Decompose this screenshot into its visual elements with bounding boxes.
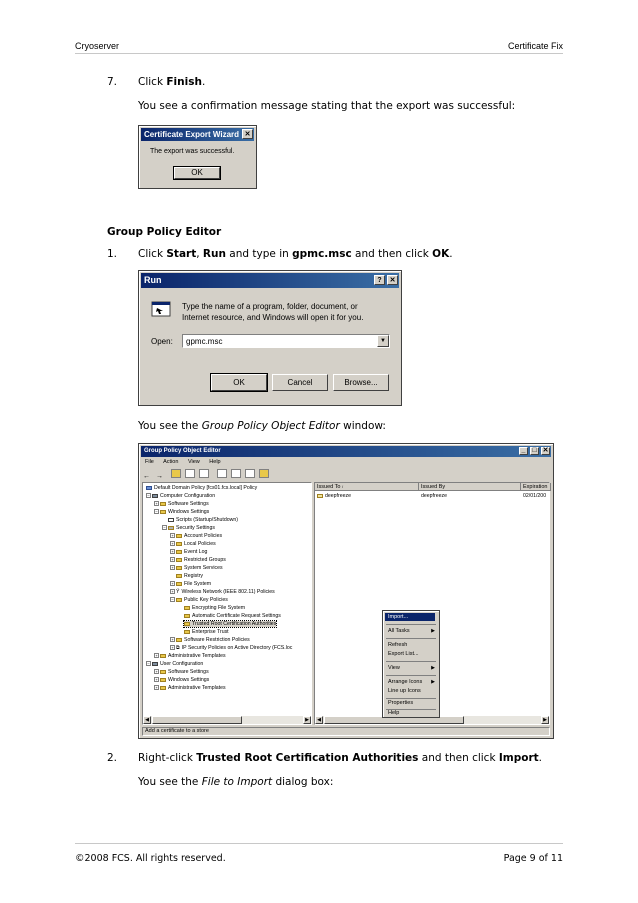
status-bar: Add a certificate to a store	[142, 727, 550, 736]
gpo-editor-window	[138, 443, 554, 739]
menu-view[interactable]: View	[187, 459, 200, 465]
run-dialog-title: Run	[144, 275, 162, 285]
help-icon[interactable]	[245, 469, 255, 478]
menu-item-export-list[interactable]: Export List...	[388, 651, 419, 657]
step-1-number: 1.	[107, 248, 118, 260]
gpo-menubar	[145, 459, 221, 465]
header-left: Cryoserver	[75, 41, 120, 51]
tree-item-software-restriction-policies[interactable]: + Software Restriction Policies	[171, 637, 250, 643]
close-icon[interactable]: ✕	[542, 447, 549, 454]
tree-item-trusted-root-ca[interactable]: Trusted Root Certification Authorities	[184, 621, 276, 627]
tree-item-scripts[interactable]: Scripts (Startup/Shutdown)	[168, 517, 238, 523]
scroll-right-icon[interactable]: ▶	[541, 716, 549, 724]
export-success-dialog	[138, 125, 257, 189]
refresh-icon[interactable]	[231, 469, 241, 478]
header-rule	[75, 53, 563, 54]
tree-item-ip-security-policies[interactable]: + ⧉ IP Security Policies on Active Directory (FCS.loc	[171, 645, 293, 651]
step-2-number: 2.	[107, 752, 118, 764]
menu-help[interactable]: Help	[209, 459, 221, 465]
tree-item-windows-settings[interactable]: − Windows Settings	[155, 509, 210, 515]
context-menu	[382, 610, 440, 718]
menu-item-all-tasks[interactable]: All Tasks	[388, 628, 410, 634]
tree-horizontal-scrollbar[interactable]	[143, 716, 311, 724]
minimize-icon[interactable]: _	[519, 447, 528, 455]
tree-item-user-software-settings[interactable]: + Software Settings	[155, 669, 209, 675]
tree-item-computer-configuration[interactable]: − Computer Configuration	[147, 493, 216, 499]
menu-item-help[interactable]: Help	[388, 710, 400, 716]
ok-button[interactable]: OK	[174, 167, 220, 179]
tree-item-user-configuration[interactable]: − User Configuration	[147, 661, 204, 667]
tree-item-user-windows-settings[interactable]: + Windows Settings	[155, 677, 210, 683]
export-dialog-message: The export was successful.	[150, 148, 235, 155]
tree-item-enterprise-trust[interactable]: Enterprise Trust	[184, 629, 229, 635]
open-input[interactable]: gpmc.msc	[186, 337, 223, 346]
tree-item-administrative-templates[interactable]: + Administrative Templates	[155, 653, 226, 659]
step-1-text: Click Start, Run and type in gpmc.msc and then click OK.	[138, 248, 453, 260]
scroll-thumb[interactable]	[152, 716, 242, 724]
forward-arrow-icon[interactable]: →	[155, 473, 163, 480]
submenu-arrow-icon: ▶	[431, 679, 435, 685]
cancel-button[interactable]: Cancel	[272, 374, 328, 391]
open-combobox[interactable]	[182, 334, 390, 348]
ok-button[interactable]: OK	[211, 374, 267, 391]
chevron-down-icon[interactable]: ▼	[377, 335, 389, 347]
tree-item-local-policies[interactable]: + Local Policies	[171, 541, 216, 547]
column-issued-to[interactable]: Issued To /	[315, 483, 419, 491]
footer-page-number: Page 9 of 11	[503, 853, 563, 864]
show-tree-icon[interactable]	[185, 469, 195, 478]
tree-item-restricted-groups[interactable]: + Restricted Groups	[171, 557, 226, 563]
menu-action[interactable]: Action	[163, 459, 179, 465]
tree-item-file-system[interactable]: + File System	[171, 581, 212, 587]
tree-item-user-administrative-templates[interactable]: + Administrative Templates	[155, 685, 226, 691]
file-import-intro: You see the File to Import dialog box:	[138, 776, 334, 788]
footer-rule	[75, 843, 563, 844]
gpo-toolbar	[143, 469, 283, 480]
export-dialog-title: Certificate Export Wizard	[144, 130, 240, 139]
certificate-expiration: 02/01/200	[523, 493, 547, 499]
step-2-text: Right-click Trusted Root Certification Authorities and then click Import.	[138, 752, 542, 764]
scroll-right-icon[interactable]: ▶	[303, 716, 311, 724]
tree-item-software-settings[interactable]: + Software Settings	[155, 501, 209, 507]
tree-pane	[142, 482, 312, 725]
footer-copyright: ©2008 FCS. All rights reserved.	[75, 853, 226, 864]
menu-item-refresh[interactable]: Refresh	[388, 642, 408, 648]
certificate-issued-by: deepfreeze	[421, 493, 447, 499]
back-arrow-icon[interactable]: ←	[143, 473, 150, 480]
close-icon[interactable]: ✕	[242, 129, 253, 139]
export-list-icon[interactable]	[217, 469, 227, 478]
submenu-arrow-icon: ▶	[431, 665, 435, 671]
tree-item-security-settings[interactable]: − Security Settings	[163, 525, 215, 531]
certificate-row[interactable]: deepfreeze	[317, 493, 351, 499]
tree-item-wireless-network[interactable]: + Ÿ Wireless Network (IEEE 802.11) Policies	[171, 589, 275, 595]
step-7-description: You see a confirmation message stating that the export was successful:	[138, 100, 516, 112]
gpo-titlebar	[141, 446, 551, 457]
menu-separator	[386, 698, 436, 699]
tree-item-root[interactable]: Default Domain Policy [fcs01.fcs.local] Policy	[146, 485, 257, 491]
tree-item-encrypting-file-system[interactable]: Encrypting File System	[184, 605, 245, 611]
close-icon[interactable]: ✕	[387, 275, 398, 285]
export-dialog-titlebar	[141, 128, 254, 141]
column-expiration[interactable]: Expiration	[521, 483, 551, 491]
maximize-icon[interactable]: □	[530, 447, 539, 455]
tree-item-system-services[interactable]: + System Services	[171, 565, 223, 571]
tree-item-registry[interactable]: Registry	[176, 573, 203, 579]
menu-item-line-up-icons[interactable]: Line up Icons	[388, 688, 421, 694]
tree-item-event-log[interactable]: + Event Log	[171, 549, 208, 555]
menu-separator	[386, 661, 436, 662]
gpo-title: Group Policy Object Editor	[144, 448, 221, 454]
column-issued-by[interactable]: Issued By	[419, 483, 521, 491]
submenu-arrow-icon: ▶	[431, 628, 435, 634]
step-7-number: 7.	[107, 76, 118, 88]
open-label: Open:	[151, 337, 173, 346]
menu-separator	[386, 675, 436, 676]
menu-separator	[386, 624, 436, 625]
menu-separator	[386, 638, 436, 639]
certificate-icon[interactable]	[259, 469, 269, 478]
antenna-icon: Ÿ	[176, 589, 180, 595]
run-program-icon	[151, 301, 171, 317]
run-dialog	[138, 270, 402, 406]
browse-button[interactable]: Browse...	[333, 374, 389, 391]
header-right: Certificate Fix	[507, 41, 563, 51]
up-folder-icon[interactable]	[171, 469, 181, 478]
step-7-text: Click Finish.	[138, 76, 206, 88]
tree-item-automatic-certificate-request[interactable]: Automatic Certificate Request Settings	[184, 613, 281, 619]
help-icon[interactable]: ?	[374, 275, 385, 285]
properties-icon[interactable]	[199, 469, 209, 478]
network-icon: ⧉	[176, 645, 180, 651]
tree-item-account-policies[interactable]: + Account Policies	[171, 533, 223, 539]
scroll-left-icon[interactable]: ◀	[315, 716, 323, 724]
tree-item-public-key-policies[interactable]: − Public Key Policies	[171, 597, 228, 603]
menu-item-properties[interactable]: Properties	[388, 700, 414, 706]
menu-item-arrange-icons[interactable]: Arrange Icons	[388, 679, 423, 685]
menu-file[interactable]: File	[145, 459, 154, 465]
run-dialog-message: Type the name of a program, folder, document, or Internet resource, and Windows will open it for you.	[182, 302, 364, 322]
gpo-intro: You see the Group Policy Object Editor window:	[138, 420, 386, 432]
menu-item-import[interactable]: Import...	[388, 614, 409, 620]
menu-item-view[interactable]: View	[388, 665, 400, 671]
run-dialog-titlebar	[141, 273, 399, 288]
scroll-left-icon[interactable]: ◀	[143, 716, 151, 724]
section-title: Group Policy Editor	[107, 226, 222, 238]
